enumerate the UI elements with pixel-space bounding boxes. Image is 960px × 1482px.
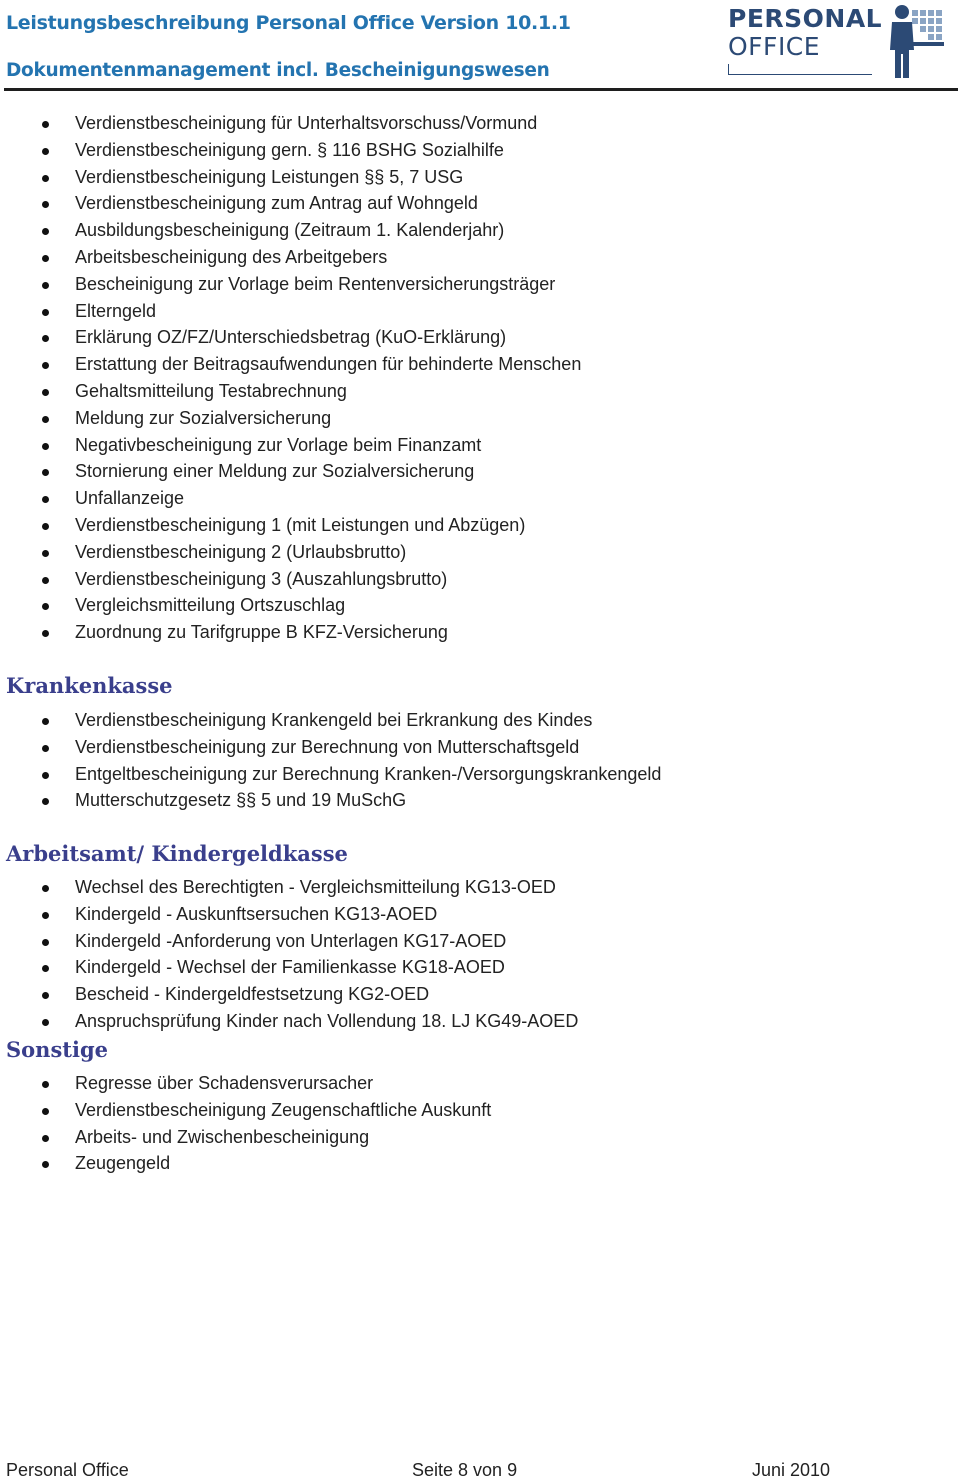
list-item: Entgeltbescheinigung zur Berechnung Kranken-/Versorgungskrankengeld: [0, 761, 661, 788]
krankenkasse-list: [0, 707, 661, 814]
list-item: Verdienstbescheinigung Krankengeld bei Erkrankung des Kindes: [0, 707, 661, 734]
list-item: Verdienstbescheinigung 2 (Urlaubsbrutto): [0, 539, 581, 566]
list-item: Verdienstbescheinigung zum Antrag auf Wohngeld: [0, 190, 581, 217]
list-item: Meldung zur Sozialversicherung: [0, 405, 581, 432]
list-item: Elterngeld: [0, 298, 581, 325]
list-item: Anspruchsprüfung Kinder nach Vollendung 18. LJ KG49-AOED: [0, 1008, 578, 1035]
logo-underline: [728, 74, 872, 75]
list-item: Mutterschutzgesetz §§ 5 und 19 MuSchG: [0, 787, 661, 814]
list-item: Vergleichsmitteilung Ortszuschlag: [0, 592, 581, 619]
personal-office-logo: [726, 2, 948, 82]
list-item: Wechsel des Berechtigten - Vergleichsmitteilung KG13-OED: [0, 874, 578, 901]
arbeitsamt-list: [0, 874, 578, 1035]
list-item: Stornierung einer Meldung zur Sozialversicherung: [0, 458, 581, 485]
footer-date: Juni 2010: [752, 1460, 831, 1480]
document-subtitle: Dokumentenmanagement incl. Bescheinigungswesen: [6, 60, 550, 81]
footer-product-name: Personal Office: [6, 1460, 129, 1480]
list-item: Bescheid - Kindergeldfestsetzung KG2-OED: [0, 981, 578, 1008]
list-item: Kindergeld - Wechsel der Familienkasse KG18-AOED: [0, 954, 578, 981]
list-item: Kindergeld -Anforderung von Unterlagen KG17-AOED: [0, 928, 578, 955]
person-with-screen-icon: [882, 2, 946, 80]
section-heading-sonstige: Sonstige: [6, 1037, 108, 1062]
sonstige-list: [0, 1070, 491, 1177]
list-item: Negativbescheinigung zur Vorlage beim Finanzamt: [0, 432, 581, 459]
list-item: Regresse über Schadensverursacher: [0, 1070, 491, 1097]
list-item: Kindergeld - Auskunftsersuchen KG13-AOED: [0, 901, 578, 928]
list-item: Bescheinigung zur Vorlage beim Rentenversicherungsträger: [0, 271, 581, 298]
list-item: Gehaltsmitteilung Testabrechnung: [0, 378, 581, 405]
logo-text-line1: PERSONAL: [728, 4, 883, 33]
list-item: Arbeits- und Zwischenbescheinigung: [0, 1124, 491, 1151]
logo-text-line2: OFFICE: [728, 32, 821, 61]
list-item: Verdienstbescheinigung für Unterhaltsvorschuss/Vormund: [0, 110, 581, 137]
list-item: Ausbildungsbescheinigung (Zeitraum 1. Kalenderjahr): [0, 217, 581, 244]
list-item: Unfallanzeige: [0, 485, 581, 512]
list-item: Zuordnung zu Tarifgruppe B KFZ-Versicherung: [0, 619, 581, 646]
list-item: Arbeitsbescheinigung des Arbeitgebers: [0, 244, 581, 271]
footer-page-number: Seite 8 von 9: [412, 1460, 518, 1480]
list-item: Erstattung der Beitragsaufwendungen für behinderte Menschen: [0, 351, 581, 378]
header-divider: [4, 88, 958, 91]
list-item: Verdienstbescheinigung 3 (Auszahlungsbrutto): [0, 566, 581, 593]
section-heading-krankenkasse: Krankenkasse: [6, 673, 173, 698]
general-certificates-list: [0, 110, 581, 646]
section-heading-arbeitsamt: Arbeitsamt/ Kindergeldkasse: [6, 841, 348, 866]
list-item: Erklärung OZ/FZ/Unterschiedsbetrag (KuO-Erklärung): [0, 324, 581, 351]
document-title: Leistungsbeschreibung Personal Office Version 10.1.1: [6, 12, 571, 34]
list-item: Verdienstbescheinigung 1 (mit Leistungen und Abzügen): [0, 512, 581, 539]
list-item: Verdienstbescheinigung Zeugenschaftliche Auskunft: [0, 1097, 491, 1124]
list-item: Zeugengeld: [0, 1150, 491, 1177]
list-item: Verdienstbescheinigung zur Berechnung von Mutterschaftsgeld: [0, 734, 661, 761]
list-item: Verdienstbescheinigung Leistungen §§ 5, 7 USG: [0, 164, 581, 191]
list-item: Verdienstbescheinigung gern. § 116 BSHG Sozialhilfe: [0, 137, 581, 164]
